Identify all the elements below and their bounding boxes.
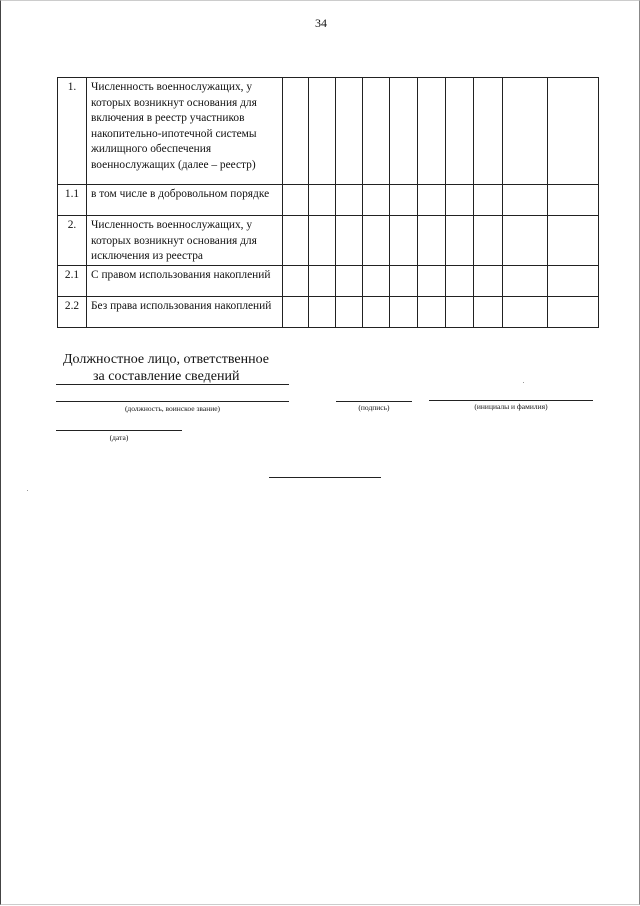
signature-caption: (подпись): [358, 403, 390, 412]
signature-line: [336, 401, 412, 402]
title-line-2: за составление сведений: [93, 369, 240, 384]
signature-block: [1, 1, 640, 906]
page-number: 34: [315, 16, 327, 30]
row-number: 1.: [58, 78, 87, 185]
row-label: Численность военнослужащих, у которых возникнут основания для исключения из реестра: [87, 216, 283, 266]
row-number: 1.1: [58, 185, 87, 216]
name-line: [429, 400, 593, 401]
row-number: 2.1: [58, 265, 87, 296]
date-caption: (дата): [109, 433, 129, 442]
row-label: Численность военнослужащих, у которых возникнут основания для включения в реестр участников накопительно-ипотечной системы жилищного обеспечения военнослужащих (далее – реестр): [87, 78, 283, 185]
title-underline: [56, 384, 289, 385]
scan-speck: [523, 382, 524, 383]
position-line: [56, 401, 289, 402]
title-line-1: Должностное лицо, ответственное: [63, 352, 269, 367]
closing-rule: [269, 477, 381, 478]
responsible-official-title: [63, 351, 269, 384]
row-label: С правом использования накоплений: [87, 265, 283, 296]
date-line: [56, 430, 182, 431]
scan-speck: [27, 490, 28, 491]
position-caption: (должность, воинское звание): [124, 404, 221, 413]
row-number: 2.2: [58, 296, 87, 327]
row-number: 2.: [58, 216, 87, 266]
row-label: Без права использования накоплений: [87, 296, 283, 327]
row-label: в том числе в добровольном порядке: [87, 185, 283, 216]
name-caption: (инициалы и фамилия): [474, 402, 548, 411]
